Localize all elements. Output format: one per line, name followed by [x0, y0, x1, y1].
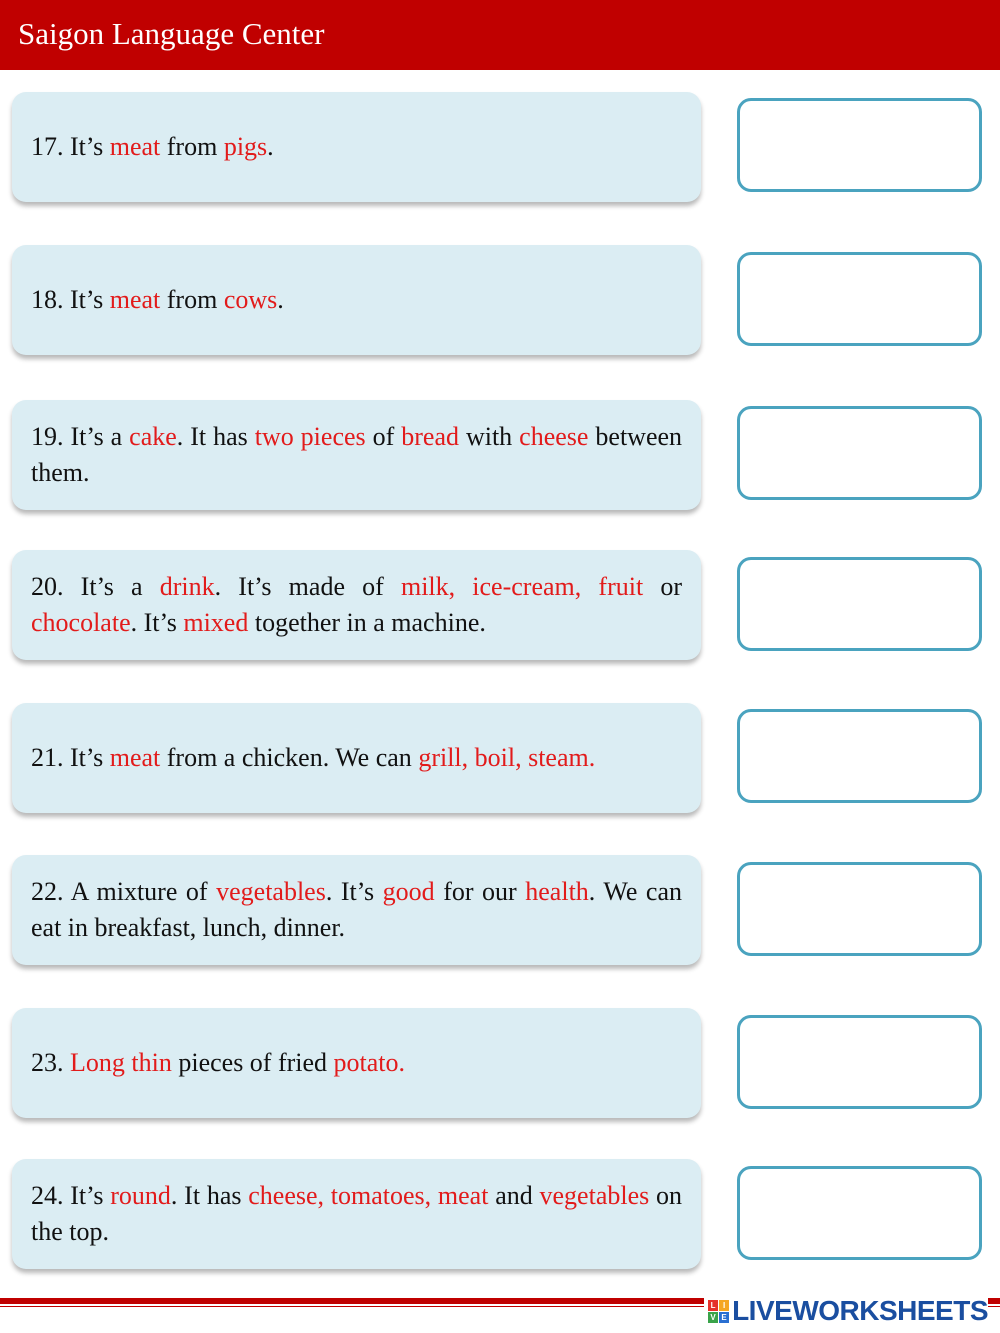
- question-card-22: [12, 855, 701, 965]
- highlighted-word: good: [382, 877, 435, 906]
- highlighted-word: cheese: [519, 422, 589, 451]
- question-card-21: [12, 703, 701, 813]
- question-text-segment: for our: [434, 877, 526, 906]
- question-card-17: [12, 92, 701, 202]
- question-text-segment: 18. It’s: [31, 285, 110, 314]
- question-text-segment: . It’s made of: [214, 572, 401, 601]
- question-card-19: [12, 400, 701, 510]
- answer-input-19[interactable]: [737, 406, 982, 500]
- question-text-segment: between them.: [31, 422, 683, 487]
- question-text-segment: 21. It’s: [31, 743, 110, 772]
- question-text-segment: 19. It’s a: [31, 422, 130, 451]
- answer-input-21[interactable]: [737, 709, 982, 803]
- question-text: [31, 419, 682, 491]
- highlighted-word: vegetables: [539, 1181, 650, 1210]
- question-text: [31, 569, 682, 641]
- answer-input-17[interactable]: [737, 98, 982, 192]
- highlighted-word: cheese, tomatoes, meat: [248, 1181, 489, 1210]
- question-text-segment: 22. A mixture of: [31, 877, 217, 906]
- highlighted-word: mixed: [183, 608, 249, 637]
- answer-input-20[interactable]: [737, 557, 982, 651]
- question-text: [31, 740, 682, 776]
- question-card-23: [12, 1008, 701, 1118]
- question-text: [31, 282, 682, 318]
- answer-input-22[interactable]: [737, 862, 982, 956]
- question-text-segment: 20. It’s a: [31, 572, 160, 601]
- question-text-segment: or: [643, 572, 683, 601]
- question-text-segment: .: [267, 132, 274, 161]
- question-text-segment: with: [459, 422, 520, 451]
- highlighted-word: pigs: [223, 132, 268, 161]
- question-text-segment: of: [365, 422, 402, 451]
- highlighted-word: bread: [401, 422, 459, 451]
- question-text-segment: from a chicken. We can: [160, 743, 419, 772]
- question-text-segment: and: [488, 1181, 540, 1210]
- highlighted-word: meat: [109, 132, 161, 161]
- highlighted-word: meat: [109, 743, 161, 772]
- question-text-segment: together in a machine.: [248, 608, 486, 637]
- question-text-segment: .: [277, 285, 284, 314]
- header-bar: [0, 0, 1000, 70]
- question-card-18: [12, 245, 701, 355]
- logo-mark-icon: L I V E: [708, 1300, 729, 1323]
- question-text-segment: from: [160, 132, 224, 161]
- question-text-segment: pieces of fried: [171, 1048, 334, 1077]
- question-text: [31, 874, 682, 946]
- highlighted-word: cake: [129, 422, 177, 451]
- highlighted-word: two pieces: [254, 422, 366, 451]
- question-text: [31, 129, 682, 165]
- question-text-segment: 17. It’s: [31, 132, 110, 161]
- highlighted-word: grill, boil, steam.: [418, 743, 596, 772]
- question-card-24: [12, 1159, 701, 1269]
- question-text-segment: 24. It’s: [31, 1181, 111, 1210]
- question-text-segment: . It has: [176, 422, 255, 451]
- question-text-segment: on the top.: [31, 1181, 683, 1246]
- question-text: [31, 1178, 682, 1250]
- answer-input-23[interactable]: [737, 1015, 982, 1109]
- question-text-segment: . It has: [170, 1181, 249, 1210]
- question-text: [31, 1045, 682, 1081]
- logo-text: LIVEWORKSHEETS: [732, 1295, 988, 1326]
- answer-input-24[interactable]: [737, 1166, 982, 1260]
- header-title: Saigon Language Center: [18, 16, 325, 51]
- highlighted-word: chocolate: [31, 608, 131, 637]
- highlighted-word: meat: [109, 285, 161, 314]
- question-card-20: [12, 550, 701, 660]
- liveworksheets-logo: [704, 1296, 988, 1326]
- answer-input-18[interactable]: [737, 252, 982, 346]
- highlighted-word: drink: [159, 572, 215, 601]
- question-text-segment: 23.: [31, 1048, 70, 1077]
- highlighted-word: milk, ice-cream, fruit: [400, 572, 644, 601]
- highlighted-word: health: [525, 877, 589, 906]
- highlighted-word: potato.: [333, 1048, 406, 1077]
- question-text-segment: . We can eat in breakfast, lunch, dinner.: [31, 877, 682, 942]
- highlighted-word: vegetables: [216, 877, 326, 906]
- question-text-segment: from: [160, 285, 224, 314]
- question-text-segment: . It’s: [325, 877, 383, 906]
- highlighted-word: Long thin: [70, 1048, 172, 1077]
- question-text-segment: . It’s: [130, 608, 184, 637]
- highlighted-word: round: [110, 1181, 171, 1210]
- highlighted-word: cows: [223, 285, 278, 314]
